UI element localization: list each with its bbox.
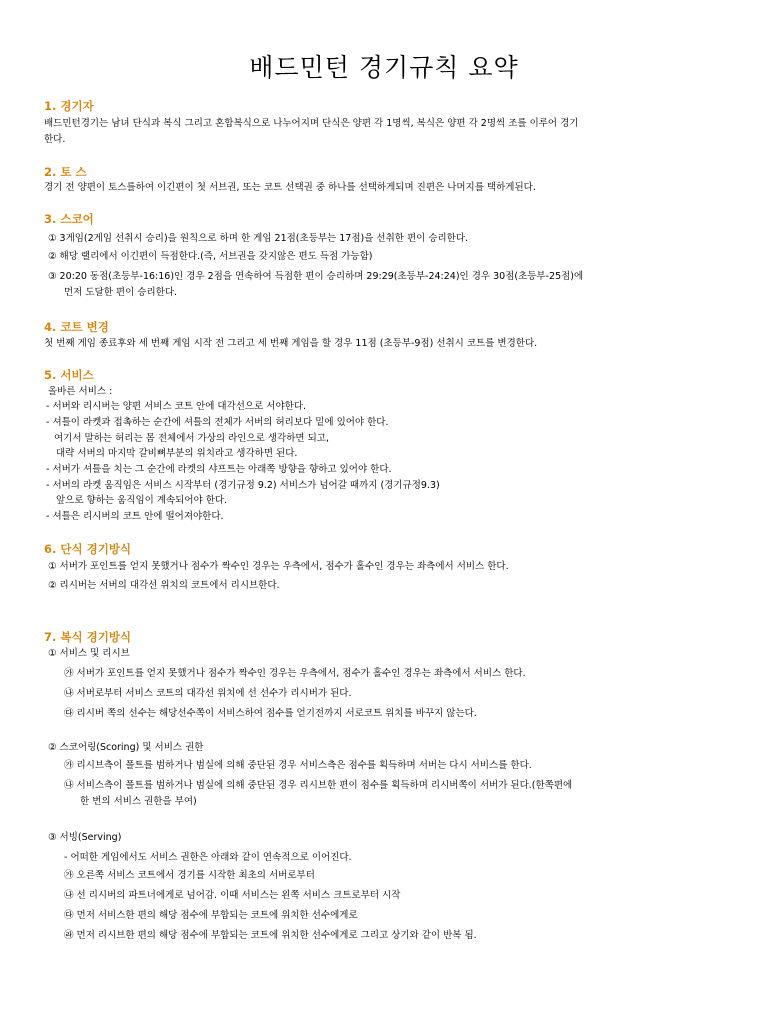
section-text: 첫 번째 게임 종료후와 세 번째 게임 시작 전 그리고 세 번째 게임을 할 경우 11점 (초등부-9점) 선취시 코트를 변경한다. [44,338,538,349]
list-item-continuation: 한 번의 서비스 권한을 부여) [80,796,197,807]
list-item: - 서버와 리시버는 양편 서비스 코트 안에 대각선으로 서야한다. [46,401,307,412]
list-item-continuation: 여기서 말하는 허리는 몸 전체에서 가상의 라인으로 생각하면 되고, [54,433,329,444]
list-item-continuation: 앞으로 향하는 움직임이 계속되어야 한다. [56,495,228,506]
section-heading-toss: 2. 토 스 [44,165,87,179]
list-item: ㉱ 먼저 리시브한 편의 해당 점수에 부합되는 코트에 위치한 선수에게로 그리고 상기와 같이 반복 됨. [64,930,477,941]
section-heading-score: 3. 스코어 [44,212,94,226]
section-heading-players: 1. 경기자 [44,99,94,113]
list-item: - 서버가 셔틀을 치는 그 순간에 라켓의 샤프트는 아래쪽 방향을 향하고 있어야 한다. [46,464,392,475]
list-item-continuation: 대략 서버의 마지막 갈비뼈부분의 위치라고 생각하면 된다. [56,448,298,459]
list-item: ① 서버가 포인트를 얻지 못했거나 점수가 짝수인 경우는 우측에서, 점수가 홀수인 경우는 좌측에서 서비스 한다. [48,561,509,572]
section-text: 한다. [44,134,66,145]
list-item: ㉮ 서버가 포인트를 얻지 못했거나 점수가 짝수인 경우는 우측에서, 점수가 홀수인 경우는 좌측에서 서비스 한다. [64,668,526,679]
list-item: ㉮ 오른쪽 서비스 코트에서 경기를 시작한 최초의 서버로부터 [64,870,315,881]
list-item: ② 해당 랠리에서 이긴편이 득점한다.(즉, 서브권을 갖지않은 편도 득점 가능함) [48,251,373,262]
section-text: 배드민턴경기는 남녀 단식과 복식 그리고 혼합복식으로 나누어지며 단식은 양편 각 1명씩, 복식은 양편 각 2명씩 조를 이루어 경기 [44,118,579,129]
document-title: 배드민턴 경기규칙 요약 [249,53,519,82]
section-heading-service: 5. 서비스 [44,368,94,382]
list-item: ② 리시버는 서버의 대각선 위치의 코트에서 리시브한다. [48,580,280,591]
subsection-title: ③ 서빙(Serving) [48,832,122,843]
list-item: ㉯ 선 리시버의 파트너에게로 넘어감. 이때 서비스는 왼쪽 서비스 크트로부터 시작 [64,890,401,901]
subsection-title: ① 서비스 및 리시브 [48,648,130,659]
list-item: ③ 20:20 동점(초등부-16:16)인 경우 2점을 연속하여 득점한 편이 승리하며 29:29(초등부-24:24)인 경우 30점(초등부-25점)에 [48,271,584,282]
list-item: ㉯ 서버로부터 서비스 코트의 대각선 위치에 선 선수가 리시버가 된다. [64,688,352,699]
list-item: ㉰ 리시버 쪽의 선수는 해당선수쪽이 서비스하여 점수를 얻기전까지 서로코트 위치를 바꾸지 않는다. [64,708,477,719]
list-item: ① 3게임(2게임 선취시 승리)을 원칙으로 하며 한 게임 21점(초등부는 17점)을 선취한 편이 승리한다. [48,233,469,244]
list-item: ㉰ 먼저 서비스한 편의 해당 점수에 부합되는 코트에 위치한 선수에게로 [64,910,358,921]
section-heading-singles: 6. 단식 경기방식 [44,542,132,556]
subsection-title: ② 스코어링(Scoring) 및 서비스 권한 [48,742,204,753]
section-heading-doubles: 7. 복식 경기방식 [44,630,132,644]
list-item: - 어떠한 게임에서도 서비스 권한은 아래와 같이 연속적으로 이어진다. [64,852,352,863]
list-item: - 셔틀은 리시버의 코트 안에 떨어져야한다. [46,511,224,522]
section-text: 올바른 서비스 : [48,386,113,397]
list-item: ㉮ 리시브측이 폴트를 범하거나 범실에 의해 중단된 경우 서비스측은 점수를 획득하며 서버는 다시 서비스를 한다. [64,760,532,771]
list-item: ㉯ 서비스측이 폴트를 범하거나 범실에 의해 중단된 경우 리시브한 편이 점수를 획득하며 리시버쪽이 서버가 된다.(한쪽편에 [64,780,573,791]
section-heading-court-change: 4. 코트 변경 [44,320,109,334]
section-text: 경기 전 양편이 토스를하여 이긴편이 첫 서브권, 또는 코트 선택권 중 하나를 선택하게되며 진편은 나머지를 택하게된다. [44,182,536,193]
list-item: - 셔틀이 라켓과 접촉하는 순간에 셔틀의 전체가 서버의 허리보다 밑에 있어야 한다. [46,417,389,428]
list-item-continuation: 먼저 도달한 편이 승리한다. [64,287,178,298]
list-item: - 서버의 라켓 움직임은 서비스 시작부터 (경기규정 9.2) 서비스가 넘어갈 때까지 (경기규정9.3) [46,480,440,491]
